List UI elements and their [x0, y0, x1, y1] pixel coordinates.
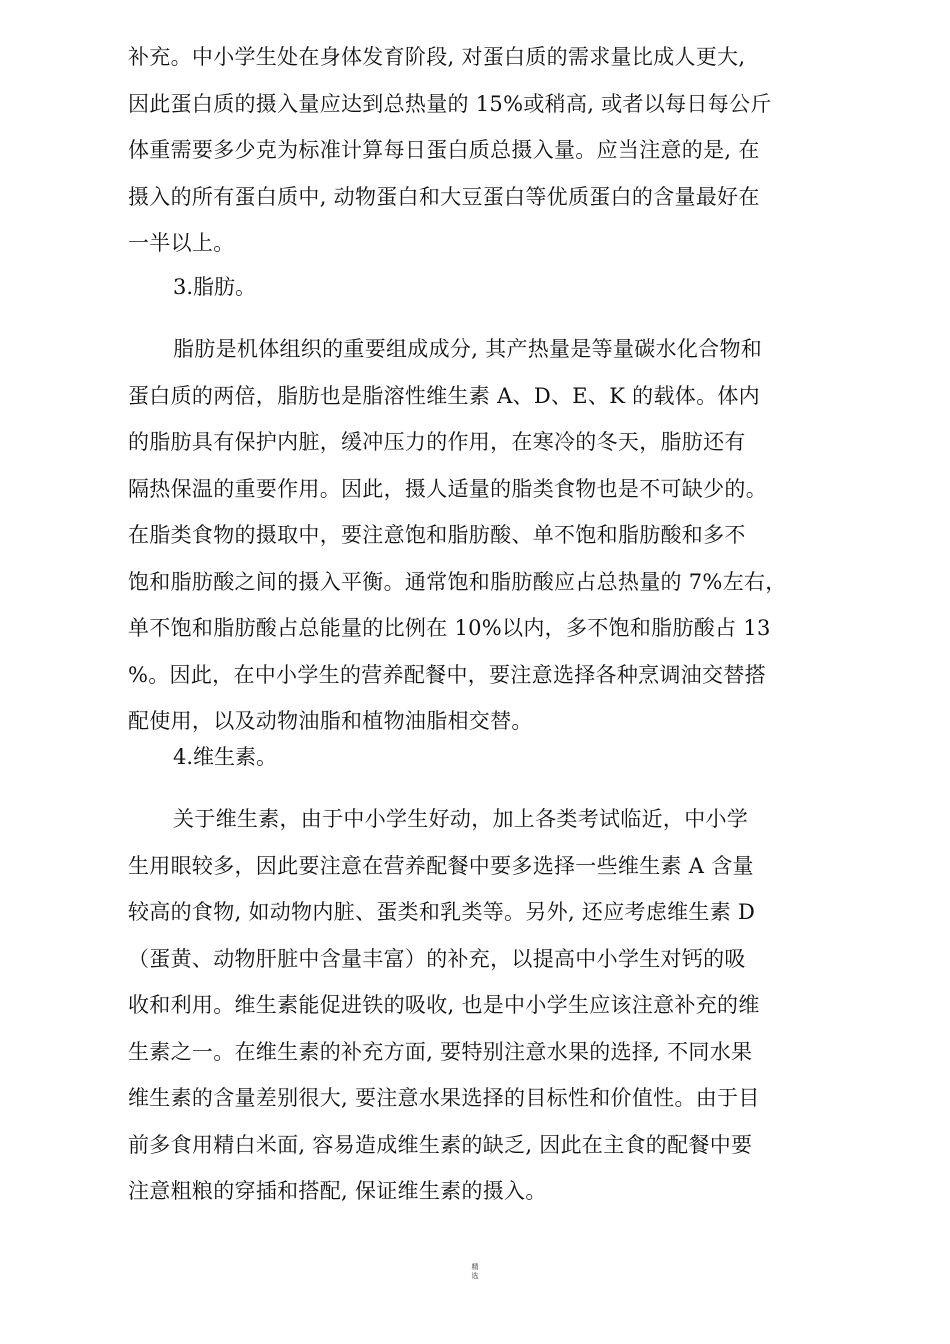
paragraph-vitamin — [128, 796, 840, 1215]
section-heading-fat: 3.脂肪。 — [173, 275, 257, 299]
text-line: 饱和脂肪酸之间的摄入平衡。通常饱和脂肪酸应占总热量的 7%左右， — [128, 569, 787, 594]
paragraph-fat — [128, 326, 840, 745]
text-line: 配使用，以及动物油脂和植物油脂相交替。 — [128, 709, 533, 733]
paragraph-protein — [128, 34, 840, 267]
text-line: 一半以上。 — [128, 231, 235, 255]
section-heading-vitamin: 4.维生素。 — [173, 745, 278, 769]
text-line: 的脂肪具有保护内脏，缓冲压力的作用，在寒冷的冬天，脂肪还有 — [128, 430, 746, 454]
footer-line: 选 — [471, 1272, 479, 1280]
text-line: 脂肪是机体组织的重要组成成分, 其产热量是等量碳水化合物和 — [173, 337, 763, 361]
text-line: 生用眼较多，因此要注意在营养配餐中要多选择一些维生素 A 含量 — [128, 853, 754, 878]
text-line: 收和利用。维生素能促进铁的吸收, 也是中小学生应该注意补充的维 — [128, 993, 760, 1017]
footer-line: 精 — [471, 1263, 479, 1271]
text-line: 关于维生素，由于中小学生好动，加上各类考试临近，中小学 — [173, 807, 749, 831]
text-line: 隔热保温的重要作用。因此，摄人适量的脂类食物也是不可缺少的。 — [128, 476, 767, 501]
text-line: 因此蛋白质的摄入量应达到总热量的 15%或稍高, 或者以每日每公斤 — [128, 91, 772, 116]
text-line: 前多食用精白米面, 容易造成维生素的缺乏, 因此在主食的配餐中要 — [128, 1132, 753, 1157]
text-line: 单不饱和脂肪酸占总能量的比例在 10%以内，多不饱和脂肪酸占 13 — [128, 616, 771, 640]
text-line: 蛋白质的两倍，脂肪也是脂溶性维生素 A、D、E、K 的载体。体内 — [128, 383, 760, 408]
page-footer — [460, 1263, 490, 1281]
text-line: 在脂类食物的摄取中，要注意饱和脂肪酸、单不饱和脂肪酸和多不 — [128, 523, 746, 547]
text-line: （蛋黄、动物肝脏中含量丰富）的补充，以提高中小学生对钙的吸 — [128, 946, 746, 971]
text-line: 维生素的含量差别很大, 要注意水果选择的目标性和价值性。由于目 — [128, 1086, 760, 1110]
text-line: 摄入的所有蛋白质中, 动物蛋白和大豆蛋白等优质蛋白的含量最好在 — [128, 184, 760, 209]
text-line: 生素之一。在维生素的补充方面, 要特别注意水果的选择, 不同水果 — [128, 1039, 753, 1064]
text-line: 补充。中小学生处在身体发育阶段, 对蛋白质的需求量比成人更大, — [128, 45, 746, 69]
text-line: 注意粗粮的穿插和搭配, 保证维生素的摄入。 — [128, 1179, 547, 1203]
text-line: 体重需要多少克为标准计算每日蛋白质总摄入量。应当注意的是, 在 — [128, 138, 760, 162]
text-line: %。因此，在中小学生的营养配餐中，要注意选择各种烹调油交替搭 — [128, 662, 766, 687]
text-line: 较高的食物, 如动物内脏、蛋类和乳类等。另外, 还应考虑维生素 D — [128, 900, 756, 924]
